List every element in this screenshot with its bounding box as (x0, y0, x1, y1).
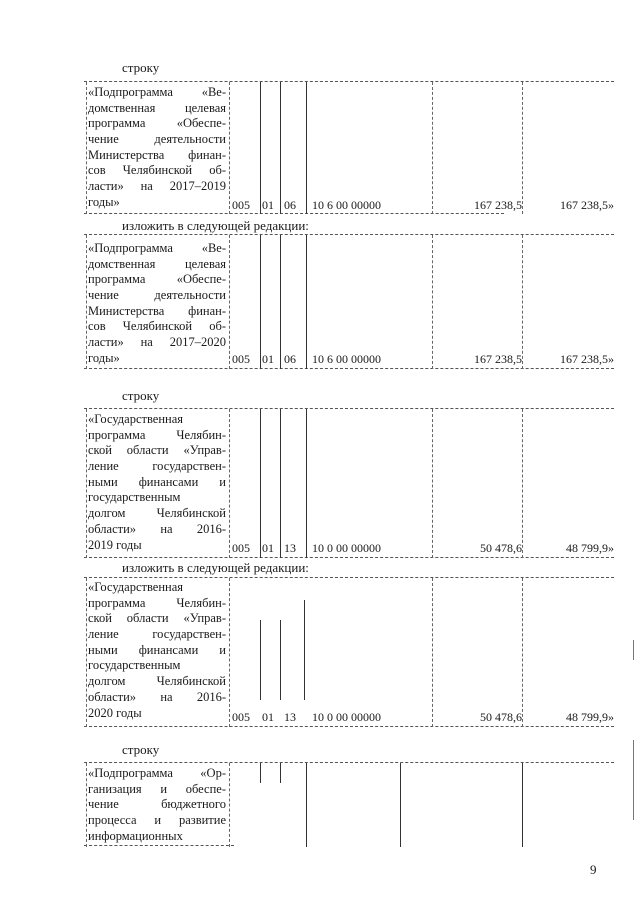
row-2-subsection: 06 (284, 352, 296, 366)
page-number: 9 (590, 862, 597, 877)
row-3-sum2: 48 799,9» (566, 541, 614, 555)
row-1-sum1: 167 238,5 (474, 198, 522, 212)
row-1-code: 10 6 00 00000 (312, 198, 381, 212)
row-name-3: «Государственная программа Челябин- ской области «Управ- ление государствен- ными финансами и государственным долгом Челябинской области» на 2016- 2019 годы (88, 412, 226, 552)
row-1-bottom (84, 213, 504, 214)
row-2-section: 01 (262, 352, 274, 366)
row-1-subsection: 06 (284, 198, 296, 212)
row-1-sum2: 167 238,5» (560, 198, 614, 212)
row-2-code: 10 6 00 00000 (312, 352, 381, 366)
row-4-section: 01 (262, 710, 274, 724)
row-3-admin: 005 (232, 541, 250, 555)
row-1-section: 01 (262, 198, 274, 212)
label-izlozhit-2: изложить в следующей редакции: (122, 560, 309, 575)
label-stroku-2: строку (122, 388, 160, 403)
row-4-admin: 005 (232, 710, 250, 724)
row-name-2: «Подпрограмма «Ве- домственная целевая программа «Обеспе- чение деятельности Министерства финан- сов Челябинской об- ласти» на 2017–2020 годы» (88, 241, 226, 365)
row-4-sum2: 48 799,9» (566, 710, 614, 724)
row-3-sum1: 50 478,6 (480, 541, 522, 555)
row-3-code: 10 0 00 00000 (312, 541, 381, 555)
row-2-admin: 005 (232, 352, 250, 366)
row-name-5: «Подпрограмма «Ор- ганизация и обеспе- чение бюджетного процесса и развитие информационных (88, 766, 226, 843)
row-3-subsection: 13 (284, 541, 296, 555)
row-name-4: «Государственная программа Челябин- ской области «Управ- ление государствен- ными финансами и государственным долгом Челябинской области» на 2016- 2020 годы (88, 580, 226, 720)
row-2-sum1: 167 238,5 (474, 352, 522, 366)
row-4-subsection: 13 (284, 710, 296, 724)
row-4-code: 10 0 00 00000 (312, 710, 381, 724)
row-1-admin: 005 (232, 198, 250, 212)
row-4-sum1: 50 478,6 (480, 710, 522, 724)
label-stroku-1: строку (122, 60, 160, 75)
label-stroku-3: строку (122, 742, 160, 757)
label-izlozhit-1: изложить в следующей редакции: (122, 218, 309, 233)
row-name-1: «Подпрограмма «Ве- домственная целевая программа «Обеспе- чение деятельности Министерства финан- сов Челябинской об- ласти» на 2017–2019 годы» (88, 85, 226, 209)
row-2-sum2: 167 238,5» (560, 352, 614, 366)
row-3-section: 01 (262, 541, 274, 555)
table-border-top (84, 81, 614, 82)
